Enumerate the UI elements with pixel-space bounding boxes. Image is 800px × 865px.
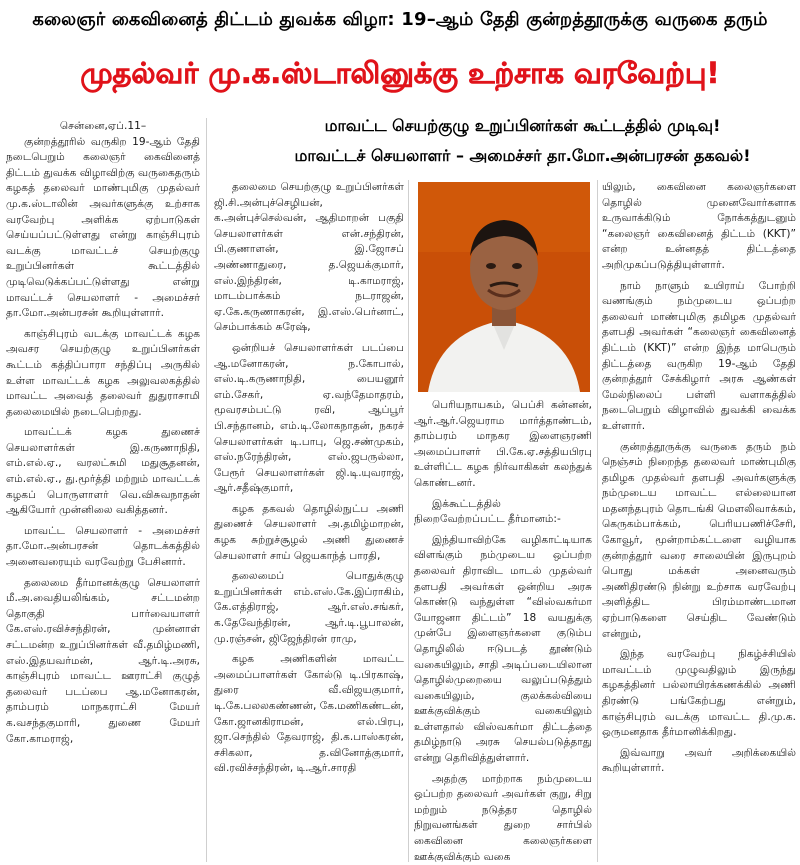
paragraph: கழக தகவல் தொழில்நுட்ப அணி துணைச் செயலாளர் அ.தமிழ்மாறன், கழக சுற்றுச்சூழல் அணி துணைச் செயலாளர் சாய் ஜெயகாந்த் பாரதி, [214, 502, 404, 562]
paragraph: யிலும், கைவினை கலைஞர்களை தொழில் முனைவோர்களாக உருவாக்கிடும் நோக்கத்துடனும் “கலைஞர் கைவினைத் திட்டம் (KKT)” என்ற உன்னதத் திட்டத்தை அறிமுகப்படுத்தியுள்ளார். [602, 181, 796, 271]
paragraph: அதற்கு மாற்றாக நம்முடைய ஒப்பற்ற தலைவர் அவர்கள் குறு, சிறு மற்றும் நடுத்தர தொழில் நிறுவனங்கள் துறை சார்பில் கைவினை கலைஞர்களை ஊக்குவிக்கும் வகை [414, 772, 592, 862]
column-divider [408, 180, 409, 862]
paragraph: தலைமை தீர்மானக்குழு செயலாளர் மீ.அ.வைதியலிங்கம், சட்டமன்ற தொகுதி பார்வையாளர் கே.எஸ்.ரவிச்சந்திரன், முன்னாள் சட்டமன்ற உறுப்பினர்கள் வீ.தமிழ்மணி, எஸ்.இதயவர்மன், ஆர்.டி.அரசு, காஞ்சிபுரம் மாவட்ட ஊராட்சி குழுத் தலைவர் படப்பை ஆ.மனோகரன், தாம்பரம் மாநகராட்சி மேயர் க.வசந்தகுமாரி, துணை மேயர் கோ.காமராஜ், [6, 576, 200, 745]
minister-portrait-photo [418, 182, 590, 392]
article-column-1 [6, 119, 200, 861]
dateline: சென்னை,ஏப்.11– [59, 120, 147, 132]
paragraph: காஞ்சிபுரம் வடக்கு மாவட்டக் கழக அவசர செயற்குழு உறுப்பினர்கள் கூட்டம் கத்திப்பாரா சந்திப்பு அருகில் உள்ள மாவட்டக் கழக அலுவலகத்தில் மாவட்ட அவைத் தலைவர் துதுராசாமி தலைமையில் நடைபெற்றது. [6, 327, 200, 418]
paragraph: கழக அணிகளின் மாவட்ட அமைப்பாளர்கள் கோல்டு டி.பிரகாஷ், துரை வீ.விஜயகுமார், டி.கே.பலலகண்ணன், கே.மணிகண்டன், கோ.ஜானகிராமன், எல்.பிரபு, ஜா.செந்தில் தேவராஜ், தி.க.பாஸ்கரன், சசிகலா, த.வினோத்குமார், வி.ரவிச்சந்திரன், டி.ஆர்.சாரதி [214, 653, 404, 775]
paragraph: குன்றத்தூருக்கு வருகை தரும் நம் நெஞ்சம் நிறைந்த தலைவர் மாண்புமிகு தமிழக முதல்வர் தளபதி அவர்களுக்கு நம்முடைய மாவட்ட எல்லையான மதனந்தபுரம் தொடங்கி மௌலிவாக்கம், கெருகம்பாக்கம், பெரியபணிச்சேரி, கோவூர், மூன்றாம்கட்டளை வழியாக குன்றத்தூர் வரை சாலையின் இருபுறம் பொது மக்கள் அனைவரும் அணிதிரண்டு நின்று உற்சாக வரவேற்பு அளித்திட பிரம்மாண்டமான ஏற்பாடுகளை செய்திட வேண்டும் என்றும், [602, 440, 796, 640]
kicker-line: கலைஞர் கைவினைத் திட்டம் துவக்க விழா: 19–ஆம் தேதி குன்றத்தூருக்கு வருகை தரும் [32, 8, 768, 30]
paragraph: இவ்வாறு அவர் அறிக்கையில் கூறியுள்ளார். [602, 746, 796, 775]
subheadline-2: மாவட்டச் செயலாளர் – அமைச்சர் தா.மோ.அன்பரசன் தகவல்! [294, 146, 751, 165]
paragraph: இக்கூட்டத்தில் நிறைவேற்றப்பட்ட தீர்மானம்:- [414, 497, 561, 526]
article-column-3 [414, 398, 592, 862]
article-column-2 [214, 180, 404, 862]
paragraph: தலைமைப் பொதுக்குழு உறுப்பினர்கள் எம்.எஸ்.கே.இப்ராகிம், கே.எத்திராஜ், ஆர்.எஸ்.சங்கர், க.தேவேந்திரன், ஆர்.டி.பூபாலன், மு.ரஞ்சன், ஜிஜேந்திரன் ராமு, [214, 570, 404, 645]
paragraph: குன்றத்தூரில் வருகிற 19-ஆம் தேதி நடைபெறும் கலைஞர் கைவினைத் திட்டம் துவக்க விழாவிற்கு வருகைதரும் கழகத் தலைவர் மாண்புமிகு முதல்வர் மு.க.ஸ்டாலின் அவர்களுக்கு உற்சாக வரவேற்பு அளிக்க ஏற்பாடுகள் செய்யப்பட்டுள்ளது என்று காஞ்சிபுரம் வடக்கு மாவட்டச் செயற்குழு உறுப்பினர்கள் கூட்டத்தில் முடிவெடுக்கப்பட்டுள்ளது என்று மாவட்டச் செயலாளர் - அமைச்சர் தா.மோ.அன்பரசன் கூறியுள்ளார். [6, 135, 200, 320]
subheadline-1: மாவட்ட செயற்குழு உறுப்பினர்கள் கூட்டத்தில் முடிவு! [324, 116, 721, 135]
paragraph: மாவட்டக் கழக துணைச் செயலாளர்கள் இ.கருணாநிதி, எம்.எல்.ஏ., வரலட்சுமி மதுசூதனன், எம்.எல்.ஏ., து.மூர்த்தி மற்றும் மாவட்டக் கழகப் பொருளாளர் வெ.விசுவநாதன் ஆகியோர் முன்னிலை வகித்தனர். [6, 426, 200, 517]
paragraph: இந்தியாவிற்கே வழிகாட்டியாக விளங்கும் நம்முடைய ஒப்பற்ற தலைவர் திராவிட மாடல் முதல்வர் தளபதி அவர்கள் ஒன்றிய அரசு கொண்டு வந்துள்ள “விஸ்வகர்மா யோஜனா திட்டம்” 18 வயதுக்கு முன்பே இளைஞர்களை குடும்ப தொழிலில் ஈடுபடத் தூண்டும் வகையிலும், சாதி அடிப்படையிலான தொழில்முறையை வலுப்படுத்தும் வகையிலும், குலக்கல்வியை ஊக்குவிக்கும் வகையிலும் உள்ளதால் விஸ்வகர்மா திட்டத்தை தமிழ்நாடு அரசு செயல்படுத்தாது என்று தெரிவித்துள்ளார். [414, 533, 592, 765]
paragraph: தலைமை செயற்குழு உறுப்பினர்கள் ஜி.சி.அன்புச்செழியன், க.அன்புச்செல்வன், ஆதிமாறன் பகுதி செயலாளர்கள் என்.சந்திரன், பி.குணாளன், இ.ஜோசப் அண்ணாதுரை, த.ஜெயக்குமார், எஸ்.இந்திரன், டி.காமராஜ், மாடம்பாக்கம் நடராஜன், ஏ.கே.கருணாகரன், இ.எஸ்.பெர்னாட், செம்பாக்கம் சுரேஷ், [214, 181, 404, 334]
article-column-4 [602, 180, 796, 862]
paragraph: நாம் நாளும் உயிராய் போற்றி வணங்கும் நம்முடைய ஒப்பற்ற தலைவர் மாண்புமிகு தமிழக முதல்வர் தளபதி அவர்கள் “கலைஞர் கைவினைத் திட்டம் (KKT)” என்ற இந்த மாபெரும் திட்டத்தை வருகிற 19-ஆம் தேதி குன்றத்தூர் சேக்கிழார் அரசு ஆண்கள் மேல்நிலைப் பள்ளி வளாகத்தில் நடைபெறும் விழாவில் துவக்கி வைக்க உள்ளார். [602, 279, 796, 432]
headline: முதல்வர் மு.க.ஸ்டாலினுக்கு உற்சாக வரவேற்பு! [80, 56, 720, 90]
column-divider [206, 118, 207, 862]
column-divider [597, 180, 598, 862]
paragraph: இந்த வரவேற்பு நிகழ்ச்சியில் மாவட்டம் முழுவதிலும் இருந்து கழகத்தினர் பல்லாயிரக்கணக்கில் அணி திரண்டு பங்கேற்பது என்றும், காஞ்சிபுரம் வடக்கு மாவட்ட தி.மு.க. ஒருமனதாக தீர்மானிக்கிறது. [602, 648, 796, 739]
paragraph: பெரியநாயகம், பெப்சி கன்னன், ஆர்.ஆர்.ஜெயராம மார்த்தாண்டம், தாம்பரம் மாநகர இளைஞரணி அமைப்பாளர் பி.கே.ஏ.சத்தியபிரபு உள்ளிட்ட கழக நிர்வாகிகள் கலந்துக் கொண்டனர். [414, 399, 592, 489]
paragraph: மாவட்ட செயலாளர் - அமைச்சர் தா.மோ.அன்பரசன் தொடக்கத்தில் அனைவரையும் வரவேற்று பேசினார். [6, 524, 200, 569]
paragraph: ஒன்றியச் செயலாளர்கள் படப்பை ஆ.மனோகரன், ந.கோபால், எஸ்.டி.கருணாநிதி, பையனூர் எம்.சேகர், ஏ.வந்தேமாதரம், மூவரசம்பட்டு ரவி, ஆப்பூர் பி.சந்தானம், எம்.டி.லோகநாதன், நகரச் செயலாளர்கள் டி.பாபு, ஜெ.சண்முகம், எஸ்.நரேந்திரன், எஸ்.ஜபருல்லா, பேரூர் செயலாளர்கள் ஜி.டி.யுவராஜ், ஆர்.சதீஷ்குமார், [214, 341, 404, 495]
